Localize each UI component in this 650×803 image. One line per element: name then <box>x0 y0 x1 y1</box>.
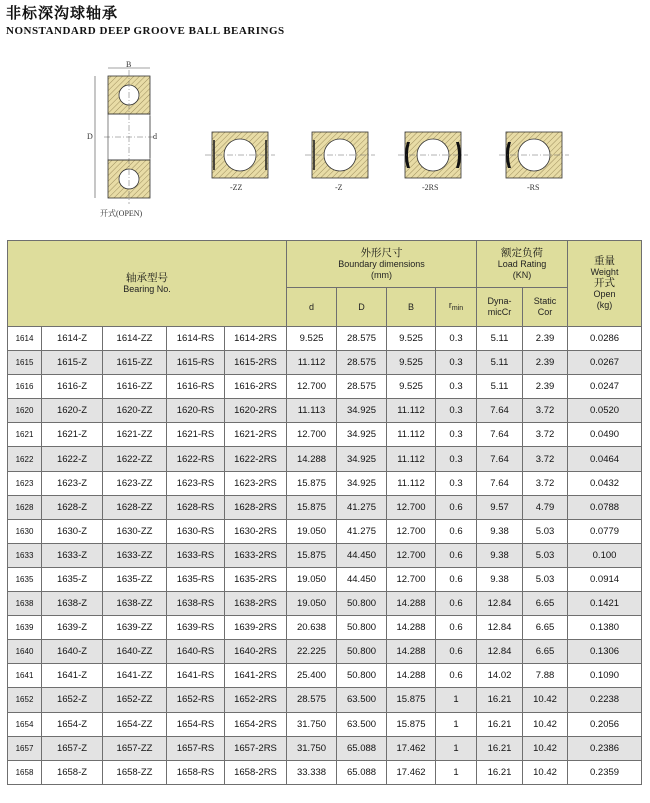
header-boundary-dimensions: 外形尺寸 Boundary dimensions (mm) <box>287 241 477 288</box>
cell-dim-B: 11.112 <box>387 447 436 471</box>
cell-dim-d: 19.050 <box>287 519 337 543</box>
table-row <box>8 664 642 688</box>
cell-bearing-2rs: 1616-2RS <box>225 375 287 399</box>
table-row <box>8 327 642 351</box>
cell-weight-open: 0.0432 <box>568 471 642 495</box>
table-row <box>8 447 642 471</box>
cell-dim-D: 44.450 <box>337 567 387 591</box>
open-bearing-section <box>95 68 156 204</box>
cell-load-static: 3.72 <box>523 471 568 495</box>
cell-load-static: 3.72 <box>523 423 568 447</box>
cell-load-static: 5.03 <box>523 543 568 567</box>
cell-bearing-zz: 1623-ZZ <box>103 471 167 495</box>
cell-bearing-zz: 1638-ZZ <box>103 592 167 616</box>
table-row <box>8 592 642 616</box>
cell-dim-D: 63.500 <box>337 688 387 712</box>
cell-load-static: 10.42 <box>523 736 568 760</box>
cell-bearing-z: 1620-Z <box>42 399 103 423</box>
cell-bearing-rs: 1639-RS <box>167 616 225 640</box>
cell-load-dynamic: 16.21 <box>477 688 523 712</box>
variant-2rs-section <box>398 132 468 178</box>
table-row <box>8 423 642 447</box>
cell-bearing-rs: 1622-RS <box>167 447 225 471</box>
cell-dim-d: 15.875 <box>287 471 337 495</box>
cell-load-dynamic: 9.38 <box>477 567 523 591</box>
table-row <box>8 495 642 519</box>
cell-bearing-zz: 1615-ZZ <box>103 351 167 375</box>
cell-dim-D: 50.800 <box>337 664 387 688</box>
cell-load-static: 10.42 <box>523 688 568 712</box>
cell-load-dynamic: 7.64 <box>477 399 523 423</box>
cell-load-static: 7.88 <box>523 664 568 688</box>
cell-load-dynamic: 9.57 <box>477 495 523 519</box>
cell-weight-open: 0.1421 <box>568 592 642 616</box>
cell-bearing-rs: 1640-RS <box>167 640 225 664</box>
cell-dim-D: 34.925 <box>337 447 387 471</box>
cell-weight-open: 0.0267 <box>568 351 642 375</box>
cell-bearing-base: 1614 <box>8 327 42 351</box>
cell-dim-r-min: 0.6 <box>436 567 477 591</box>
header-weight: 重量 Weight 开式 Open (kg) <box>568 241 642 327</box>
table-row <box>8 471 642 495</box>
cell-load-static: 2.39 <box>523 351 568 375</box>
page-title-cn: 非标深沟球轴承 <box>6 4 119 22</box>
table-row <box>8 688 642 712</box>
cell-weight-open: 0.0247 <box>568 375 642 399</box>
cell-load-dynamic: 5.11 <box>477 327 523 351</box>
bearing-spec-table <box>7 240 642 785</box>
cell-dim-r-min: 0.3 <box>436 447 477 471</box>
cell-dim-D: 34.925 <box>337 423 387 447</box>
cell-weight-open: 0.0520 <box>568 399 642 423</box>
cell-weight-open: 0.1090 <box>568 664 642 688</box>
cell-weight-open: 0.0464 <box>568 447 642 471</box>
cell-bearing-zz: 1640-ZZ <box>103 640 167 664</box>
cell-weight-open: 0.0779 <box>568 519 642 543</box>
cell-dim-D: 44.450 <box>337 543 387 567</box>
cell-dim-d: 11.113 <box>287 399 337 423</box>
cell-dim-D: 28.575 <box>337 351 387 375</box>
cell-dim-B: 12.700 <box>387 495 436 519</box>
cell-dim-r-min: 0.3 <box>436 399 477 423</box>
cell-dim-d: 12.700 <box>287 375 337 399</box>
cell-load-static: 4.79 <box>523 495 568 519</box>
cell-bearing-base: 1621 <box>8 423 42 447</box>
cell-bearing-z: 1635-Z <box>42 567 103 591</box>
cell-load-dynamic: 16.21 <box>477 712 523 736</box>
header-col-b: B <box>387 288 436 327</box>
cell-dim-B: 12.700 <box>387 519 436 543</box>
cell-dim-B: 11.112 <box>387 471 436 495</box>
table-row <box>8 399 642 423</box>
cell-weight-open: 0.1380 <box>568 616 642 640</box>
cell-load-dynamic: 7.64 <box>477 471 523 495</box>
cell-bearing-2rs: 1638-2RS <box>225 592 287 616</box>
table-row <box>8 616 642 640</box>
cell-bearing-zz: 1628-ZZ <box>103 495 167 519</box>
cell-load-dynamic: 12.84 <box>477 640 523 664</box>
cell-bearing-z: 1628-Z <box>42 495 103 519</box>
cell-weight-open: 0.2359 <box>568 760 642 784</box>
cell-dim-D: 41.275 <box>337 495 387 519</box>
header-col-static: Static Cor <box>523 288 568 327</box>
header-load-rating: 额定负荷 Load Rating (KN) <box>477 241 568 288</box>
variant-zz-section <box>205 132 275 178</box>
variant-caption-z: -Z <box>335 183 343 192</box>
variant-rs-section <box>499 132 569 178</box>
cell-load-static: 5.03 <box>523 519 568 543</box>
cell-load-static: 5.03 <box>523 567 568 591</box>
cell-bearing-z: 1638-Z <box>42 592 103 616</box>
cell-dim-r-min: 0.6 <box>436 616 477 640</box>
cell-dim-d: 11.112 <box>287 351 337 375</box>
cell-bearing-2rs: 1633-2RS <box>225 543 287 567</box>
cell-load-static: 3.72 <box>523 447 568 471</box>
header-col-dynamic: Dyna- micCr <box>477 288 523 327</box>
cell-bearing-z: 1623-Z <box>42 471 103 495</box>
cell-dim-D: 50.800 <box>337 640 387 664</box>
cell-bearing-z: 1641-Z <box>42 664 103 688</box>
cell-dim-d: 33.338 <box>287 760 337 784</box>
cell-bearing-zz: 1658-ZZ <box>103 760 167 784</box>
dimension-label-b: B <box>126 60 132 69</box>
cell-dim-r-min: 1 <box>436 688 477 712</box>
cell-bearing-rs: 1641-RS <box>167 664 225 688</box>
cell-bearing-base: 1638 <box>8 592 42 616</box>
page-title-en: NONSTANDARD DEEP GROOVE BALL BEARINGS <box>6 25 285 37</box>
cell-weight-open: 0.0286 <box>568 327 642 351</box>
cell-dim-D: 63.500 <box>337 712 387 736</box>
cell-bearing-2rs: 1641-2RS <box>225 664 287 688</box>
cell-bearing-zz: 1630-ZZ <box>103 519 167 543</box>
cell-weight-open: 0.2238 <box>568 688 642 712</box>
cell-bearing-z: 1652-Z <box>42 688 103 712</box>
cell-bearing-2rs: 1614-2RS <box>225 327 287 351</box>
cell-bearing-base: 1622 <box>8 447 42 471</box>
cell-dim-r-min: 1 <box>436 736 477 760</box>
cell-dim-B: 15.875 <box>387 712 436 736</box>
cell-load-dynamic: 9.38 <box>477 519 523 543</box>
cell-load-static: 6.65 <box>523 592 568 616</box>
cell-load-dynamic: 12.84 <box>477 616 523 640</box>
variant-caption-zz: -ZZ <box>230 183 243 192</box>
header-col-r-min: $r_{min}$ <box>436 288 477 327</box>
cell-bearing-2rs: 1615-2RS <box>225 351 287 375</box>
cell-bearing-rs: 1620-RS <box>167 399 225 423</box>
cell-bearing-rs: 1616-RS <box>167 375 225 399</box>
cell-bearing-rs: 1635-RS <box>167 567 225 591</box>
cell-bearing-2rs: 1628-2RS <box>225 495 287 519</box>
cell-bearing-z: 1640-Z <box>42 640 103 664</box>
cell-load-static: 2.39 <box>523 375 568 399</box>
cell-weight-open: 0.100 <box>568 543 642 567</box>
cell-bearing-rs: 1614-RS <box>167 327 225 351</box>
cell-bearing-rs: 1654-RS <box>167 712 225 736</box>
cell-dim-r-min: 0.3 <box>436 423 477 447</box>
open-caption: 开式(OPEN) <box>100 209 143 218</box>
cell-bearing-base: 1652 <box>8 688 42 712</box>
cell-bearing-rs: 1628-RS <box>167 495 225 519</box>
cell-load-dynamic: 7.64 <box>477 423 523 447</box>
cell-dim-r-min: 0.3 <box>436 351 477 375</box>
cell-weight-open: 0.2056 <box>568 712 642 736</box>
cell-dim-B: 17.462 <box>387 760 436 784</box>
cell-dim-d: 31.750 <box>287 736 337 760</box>
cell-bearing-base: 1623 <box>8 471 42 495</box>
cell-bearing-base: 1657 <box>8 736 42 760</box>
cell-dim-r-min: 0.3 <box>436 375 477 399</box>
cell-bearing-base: 1640 <box>8 640 42 664</box>
cell-bearing-2rs: 1620-2RS <box>225 399 287 423</box>
cell-dim-r-min: 0.3 <box>436 327 477 351</box>
header-col-d-outer: D <box>337 288 387 327</box>
table-row <box>8 519 642 543</box>
cell-bearing-z: 1630-Z <box>42 519 103 543</box>
cell-bearing-rs: 1657-RS <box>167 736 225 760</box>
cell-bearing-z: 1658-Z <box>42 760 103 784</box>
cell-dim-r-min: 0.6 <box>436 640 477 664</box>
cell-weight-open: 0.2386 <box>568 736 642 760</box>
cell-load-dynamic: 12.84 <box>477 592 523 616</box>
cell-dim-d: 19.050 <box>287 592 337 616</box>
cell-bearing-z: 1639-Z <box>42 616 103 640</box>
cell-bearing-rs: 1633-RS <box>167 543 225 567</box>
cell-bearing-zz: 1639-ZZ <box>103 616 167 640</box>
variant-z-section <box>305 132 375 178</box>
cell-load-static: 10.42 <box>523 712 568 736</box>
cell-bearing-zz: 1641-ZZ <box>103 664 167 688</box>
cell-dim-D: 50.800 <box>337 616 387 640</box>
cell-bearing-base: 1620 <box>8 399 42 423</box>
cell-dim-B: 11.112 <box>387 399 436 423</box>
cell-dim-r-min: 0.6 <box>436 543 477 567</box>
table-row <box>8 543 642 567</box>
spec-table-body <box>8 327 642 785</box>
cell-dim-B: 9.525 <box>387 375 436 399</box>
cell-dim-d: 9.525 <box>287 327 337 351</box>
cell-bearing-zz: 1652-ZZ <box>103 688 167 712</box>
cell-bearing-zz: 1622-ZZ <box>103 447 167 471</box>
cell-load-static: 2.39 <box>523 327 568 351</box>
cell-bearing-z: 1622-Z <box>42 447 103 471</box>
cell-bearing-2rs: 1623-2RS <box>225 471 287 495</box>
cell-bearing-z: 1615-Z <box>42 351 103 375</box>
cell-bearing-zz: 1620-ZZ <box>103 399 167 423</box>
cell-bearing-z: 1621-Z <box>42 423 103 447</box>
cell-bearing-rs: 1638-RS <box>167 592 225 616</box>
cell-weight-open: 0.1306 <box>568 640 642 664</box>
cell-weight-open: 0.0914 <box>568 567 642 591</box>
cell-weight-open: 0.0788 <box>568 495 642 519</box>
cell-bearing-z: 1654-Z <box>42 712 103 736</box>
table-row <box>8 712 642 736</box>
cell-dim-D: 28.575 <box>337 375 387 399</box>
cell-dim-d: 20.638 <box>287 616 337 640</box>
cell-bearing-2rs: 1621-2RS <box>225 423 287 447</box>
cell-dim-B: 9.525 <box>387 351 436 375</box>
cell-bearing-base: 1616 <box>8 375 42 399</box>
cell-dim-d: 14.288 <box>287 447 337 471</box>
cell-bearing-base: 1654 <box>8 712 42 736</box>
table-row <box>8 375 642 399</box>
cell-bearing-rs: 1652-RS <box>167 688 225 712</box>
cell-bearing-base: 1628 <box>8 495 42 519</box>
cell-load-dynamic: 5.11 <box>477 351 523 375</box>
table-row <box>8 640 642 664</box>
cell-dim-B: 12.700 <box>387 543 436 567</box>
table-row <box>8 736 642 760</box>
cell-weight-open: 0.0490 <box>568 423 642 447</box>
bearing-drawings <box>0 40 650 230</box>
cell-bearing-base: 1615 <box>8 351 42 375</box>
cell-bearing-2rs: 1657-2RS <box>225 736 287 760</box>
cell-dim-r-min: 0.6 <box>436 592 477 616</box>
cell-bearing-z: 1633-Z <box>42 543 103 567</box>
cell-dim-d: 19.050 <box>287 567 337 591</box>
cell-bearing-rs: 1630-RS <box>167 519 225 543</box>
cell-bearing-rs: 1658-RS <box>167 760 225 784</box>
cell-bearing-zz: 1635-ZZ <box>103 567 167 591</box>
cell-bearing-rs: 1615-RS <box>167 351 225 375</box>
cell-dim-d: 15.875 <box>287 495 337 519</box>
cell-bearing-zz: 1621-ZZ <box>103 423 167 447</box>
cell-dim-d: 31.750 <box>287 712 337 736</box>
header-bearing-no: 轴承型号 Bearing No. <box>8 241 287 327</box>
cell-dim-r-min: 0.6 <box>436 519 477 543</box>
cell-bearing-2rs: 1622-2RS <box>225 447 287 471</box>
cell-dim-r-min: 0.6 <box>436 495 477 519</box>
cell-dim-r-min: 0.6 <box>436 664 477 688</box>
cell-bearing-z: 1614-Z <box>42 327 103 351</box>
cell-dim-d: 15.875 <box>287 543 337 567</box>
cell-load-dynamic: 9.38 <box>477 543 523 567</box>
variant-caption-rs: -RS <box>527 183 540 192</box>
cell-bearing-2rs: 1630-2RS <box>225 519 287 543</box>
cell-load-dynamic: 7.64 <box>477 447 523 471</box>
table-row <box>8 351 642 375</box>
cell-load-dynamic: 14.02 <box>477 664 523 688</box>
cell-dim-d: 12.700 <box>287 423 337 447</box>
cell-bearing-2rs: 1654-2RS <box>225 712 287 736</box>
cell-dim-D: 50.800 <box>337 592 387 616</box>
cell-bearing-rs: 1623-RS <box>167 471 225 495</box>
cell-bearing-zz: 1614-ZZ <box>103 327 167 351</box>
cell-dim-D: 28.575 <box>337 327 387 351</box>
cell-bearing-base: 1635 <box>8 567 42 591</box>
cell-bearing-z: 1657-Z <box>42 736 103 760</box>
cell-bearing-base: 1639 <box>8 616 42 640</box>
cell-bearing-2rs: 1635-2RS <box>225 567 287 591</box>
cell-bearing-zz: 1657-ZZ <box>103 736 167 760</box>
cell-bearing-2rs: 1658-2RS <box>225 760 287 784</box>
bearing-drawing-svg <box>0 40 650 230</box>
cell-dim-r-min: 1 <box>436 712 477 736</box>
table-row <box>8 760 642 784</box>
cell-dim-B: 14.288 <box>387 592 436 616</box>
cell-load-dynamic: 5.11 <box>477 375 523 399</box>
cell-dim-D: 41.275 <box>337 519 387 543</box>
cell-load-static: 10.42 <box>523 760 568 784</box>
cell-dim-D: 34.925 <box>337 399 387 423</box>
cell-dim-B: 9.525 <box>387 327 436 351</box>
cell-dim-D: 65.088 <box>337 760 387 784</box>
cell-bearing-base: 1641 <box>8 664 42 688</box>
table-row <box>8 567 642 591</box>
cell-bearing-zz: 1633-ZZ <box>103 543 167 567</box>
cell-dim-D: 34.925 <box>337 471 387 495</box>
cell-bearing-zz: 1654-ZZ <box>103 712 167 736</box>
cell-load-static: 3.72 <box>523 399 568 423</box>
cell-dim-B: 14.288 <box>387 640 436 664</box>
cell-bearing-zz: 1616-ZZ <box>103 375 167 399</box>
cell-dim-d: 22.225 <box>287 640 337 664</box>
cell-bearing-base: 1633 <box>8 543 42 567</box>
cell-bearing-2rs: 1639-2RS <box>225 616 287 640</box>
dimension-label-d-outer: D <box>87 132 93 141</box>
variant-caption-2rs: -2RS <box>422 183 439 192</box>
cell-bearing-base: 1630 <box>8 519 42 543</box>
cell-dim-r-min: 1 <box>436 760 477 784</box>
cell-dim-r-min: 0.3 <box>436 471 477 495</box>
cell-bearing-z: 1616-Z <box>42 375 103 399</box>
cell-dim-D: 65.088 <box>337 736 387 760</box>
cell-dim-B: 15.875 <box>387 688 436 712</box>
cell-dim-B: 17.462 <box>387 736 436 760</box>
header-col-d-inner: d <box>287 288 337 327</box>
cell-bearing-2rs: 1652-2RS <box>225 688 287 712</box>
cell-dim-B: 14.288 <box>387 664 436 688</box>
cell-load-dynamic: 16.21 <box>477 760 523 784</box>
cell-dim-B: 14.288 <box>387 616 436 640</box>
cell-dim-d: 25.400 <box>287 664 337 688</box>
cell-load-static: 6.65 <box>523 640 568 664</box>
cell-bearing-2rs: 1640-2RS <box>225 640 287 664</box>
cell-load-static: 6.65 <box>523 616 568 640</box>
cell-dim-B: 12.700 <box>387 567 436 591</box>
cell-load-dynamic: 16.21 <box>477 736 523 760</box>
cell-dim-d: 28.575 <box>287 688 337 712</box>
dimension-label-d-inner: d <box>153 132 157 141</box>
cell-bearing-rs: 1621-RS <box>167 423 225 447</box>
cell-bearing-base: 1658 <box>8 760 42 784</box>
cell-dim-B: 11.112 <box>387 423 436 447</box>
